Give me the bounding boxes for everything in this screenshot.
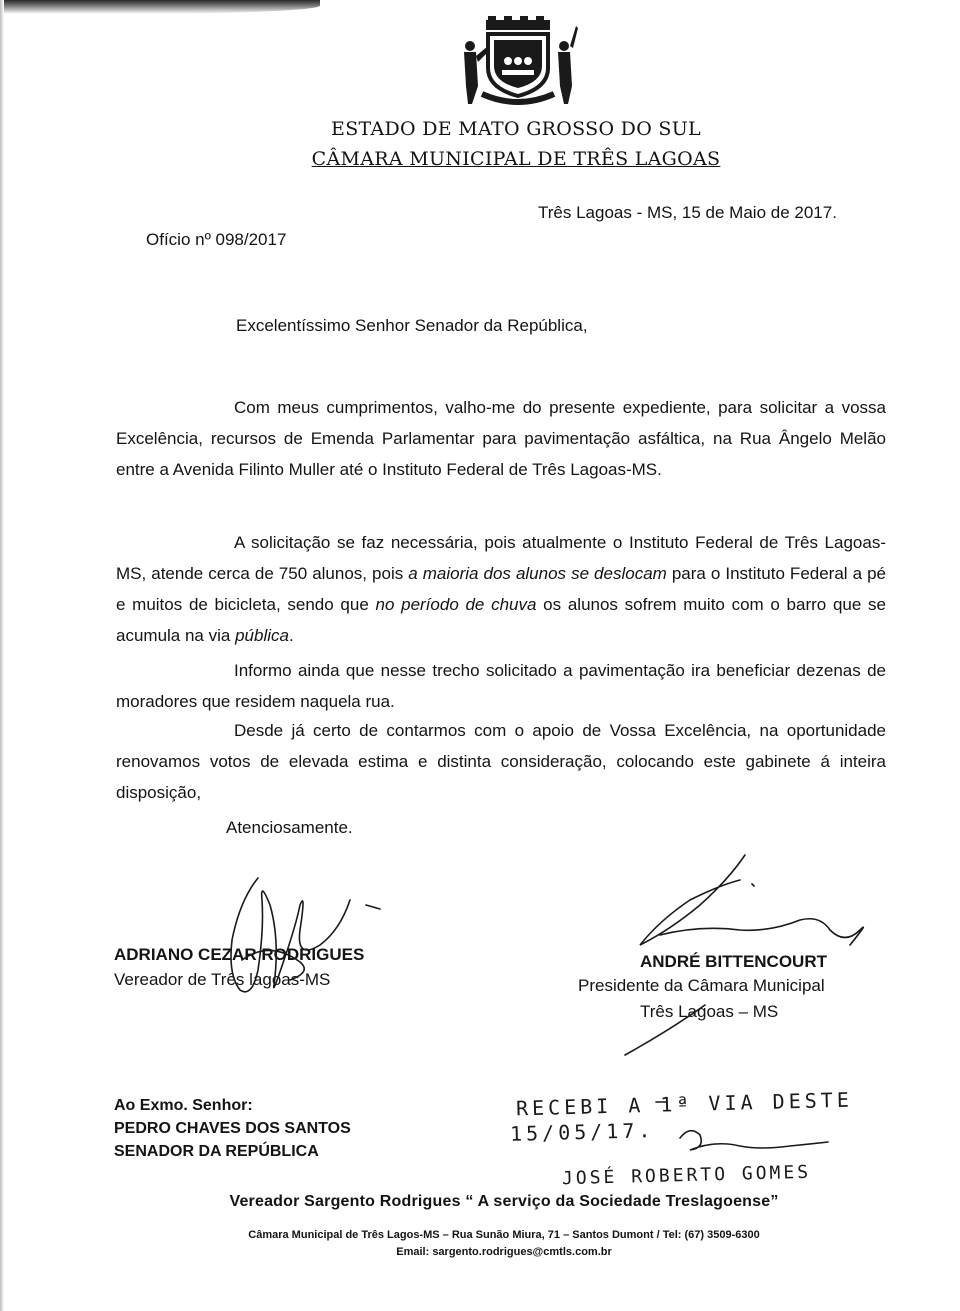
justification-text-4: .: [288, 626, 294, 645]
right-signatory-city: Três Lagoas – MS: [640, 1002, 779, 1021]
salutation: Excelentíssimo Senhor Senador da República,: [236, 316, 588, 335]
footer-address: Câmara Municipal de Três Lagos-MS – Rua Sunão Miura, 71 – Santos Dumont / Tel: (67) 3509-6300: [248, 1229, 760, 1241]
left-signature-tick: [366, 905, 380, 909]
scan-shadow: [0, 0, 320, 14]
addressee-name: PEDRO CHAVES DOS SANTOS: [114, 1120, 351, 1137]
justification-text-2: para o Instituto Federal a pé e muitos de bicicleta, sendo que: [116, 564, 886, 614]
right-signatory-name: ANDRÉ BITTENCOURT: [640, 952, 827, 971]
footer-email: Email: sargento.rodrigues@cmtls.com.br: [396, 1246, 612, 1258]
municipal-coat-of-arms-icon: [458, 16, 578, 106]
chamber-heading: CÂMARA MUNICIPAL DE TRÊS LAGOAS: [311, 148, 721, 170]
receipt-date: 15/05/17.: [509, 1118, 655, 1146]
footer-tagline: Vereador Sargento Rodrigues “ A serviço da Sociedade Treslagoense”: [229, 1193, 779, 1210]
paragraph-request: Com meus cumprimentos, valho-me do presente expediente, para solicitar a vossa Excelência, recursos de Emenda Parlamentar para pavimentação asfáltica, na Rua Ângelo Melão entre a Avenida Filinto Muller até o Instituto Federal de Três Lagoas-MS.: [116, 398, 886, 479]
left-signatory-name: ADRIANO CEZAR RODRIGUES: [114, 945, 365, 964]
justification-text-1: A solicitação se faz necessária, pois atualmente o Instituto Federal de Três Lagoas-MS, atende cerca de 750 alunos, pois: [116, 533, 886, 583]
receipt-name: JOSÉ ROBERTO GOMES: [561, 1161, 812, 1190]
oficio-number: Ofício nº 098/2017: [146, 230, 287, 249]
scan-shadow-left: [0, 0, 4, 1311]
receipt-initials-stroke: [680, 1131, 828, 1150]
paragraph-justification: [116, 527, 886, 651]
state-heading: ESTADO DE MATO GROSSO DO SUL: [331, 118, 701, 140]
receipt-note: RECEBI A 1ª VIA DESTE: [515, 1087, 854, 1121]
justification-text-3: os alunos sofrem muito com o barro que se acumula na via: [116, 595, 886, 645]
right-signature-stroke: [640, 855, 863, 945]
justification-emphasis-2: no período de chuva: [375, 595, 537, 614]
paragraph-residents: Informo ainda que nesse trecho solicitado a pavimentação ira beneficiar dezenas de moradores que residem naquela rua.: [116, 661, 886, 711]
justification-emphasis-1: a maioria dos alunos se deslocam: [408, 564, 667, 583]
left-signatory-role: Vereador de Três lagoas-MS: [114, 970, 331, 989]
right-signatory-role: Presidente da Câmara Municipal: [578, 976, 825, 995]
right-signature-dot: [752, 884, 754, 886]
justification-emphasis-3: pública: [235, 626, 289, 645]
addressee-greeting: Ao Exmo. Senhor:: [114, 1097, 253, 1114]
addressee-title: SENADOR DA REPÚBLICA: [114, 1143, 319, 1160]
closing-line: Atenciosamente.: [226, 818, 353, 837]
date-line: Três Lagoas - MS, 15 de Maio de 2017.: [538, 203, 837, 222]
paragraph-closing: Desde já certo de contarmos com o apoio de Vossa Excelência, na oportunidade renovamos votos de elevada estima e distinta consideração, colocando este gabinete á inteira disposição,: [116, 721, 886, 802]
